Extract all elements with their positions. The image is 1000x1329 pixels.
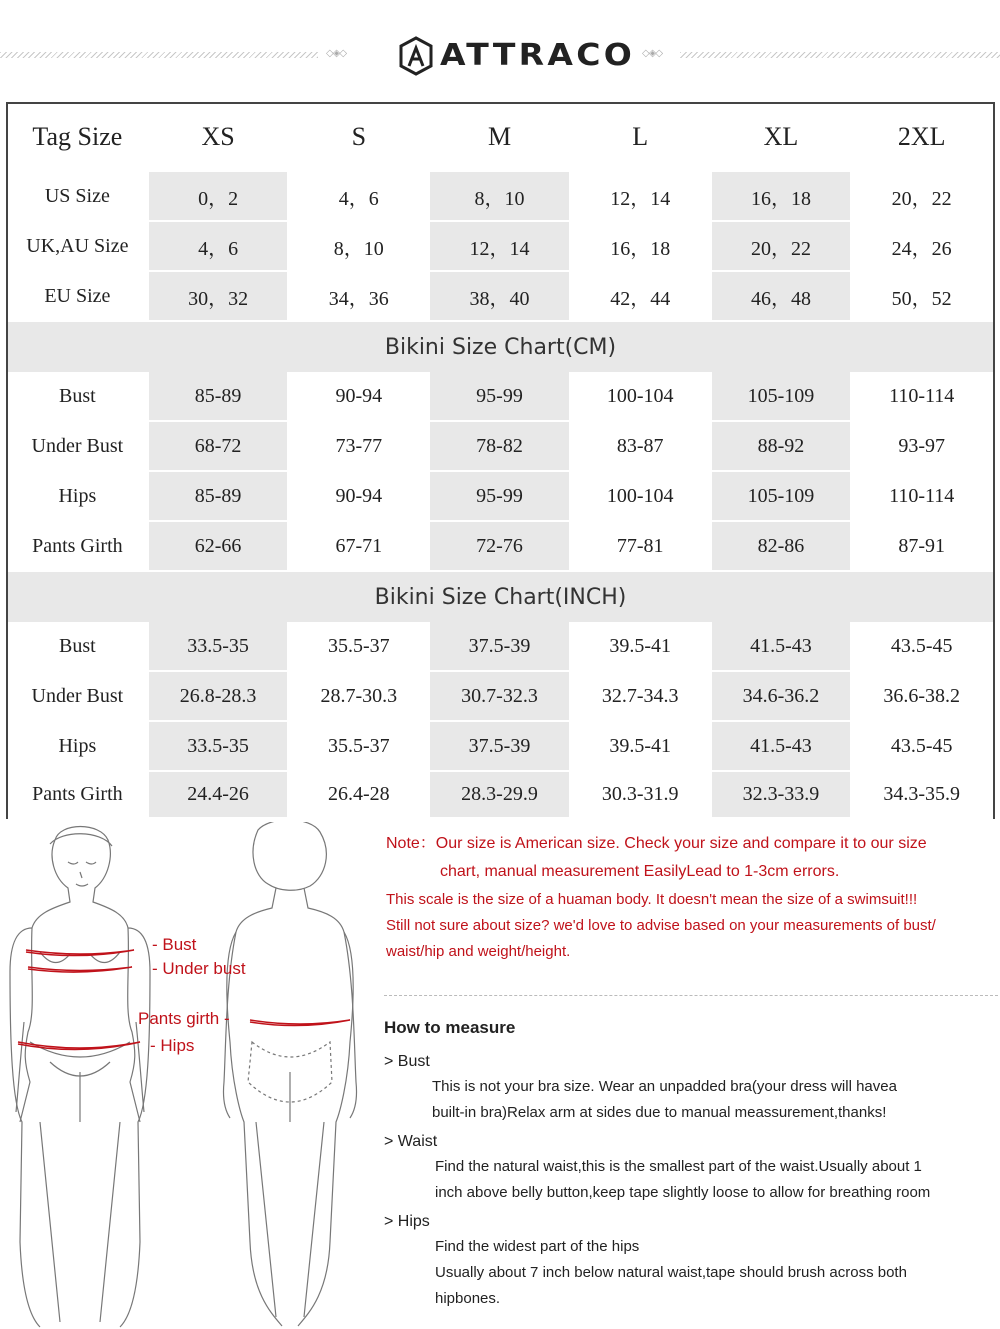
size-chart-table — [6, 102, 995, 819]
logo-mark-icon — [398, 36, 434, 76]
table-cell: 88-92 — [712, 422, 853, 472]
note-sub-line-2: Still not sure about size? we'd love to advise based on your measurements of bust/ — [386, 917, 936, 934]
body-measurement-illustration — [0, 822, 380, 1329]
table-cell: 24.4-26 — [149, 772, 290, 819]
header-m: M — [430, 104, 571, 172]
step-waist-title: > Waist — [384, 1133, 438, 1150]
table-cell: 95-99 — [430, 472, 571, 522]
step-hips-line: hipbones. — [435, 1290, 501, 1307]
table-cell: 34.6-36.2 — [712, 672, 853, 722]
bust-label: - Bust — [152, 935, 197, 954]
table-cell: 72-76 — [430, 522, 571, 572]
table-cell: 26.8-28.3 — [149, 672, 290, 722]
table-cell: 93-97 — [852, 422, 993, 472]
table-cell: 37.5-39 — [430, 722, 571, 772]
table-cell: 26.4-28 — [289, 772, 430, 819]
table-cell: 85-89 — [149, 372, 290, 422]
table-cell: 90-94 — [289, 472, 430, 522]
note-main-line-2: chart, manual measurement EasilyLead to 1-3cm errors. — [440, 863, 840, 880]
table-cell: 37.5-39 — [430, 622, 571, 672]
table-row — [8, 372, 993, 422]
table-cell: 39.5-41 — [571, 622, 712, 672]
body-outline-icon — [0, 822, 380, 1329]
hips-line — [18, 1042, 140, 1050]
table-cell: 35.5-37 — [289, 622, 430, 672]
pants-girth-label: Pants girth - — [138, 1009, 230, 1028]
row-label: Under Bust — [8, 422, 149, 472]
row-label: EU Size — [8, 272, 149, 322]
table-cell: 32.3-33.9 — [712, 772, 853, 819]
table-cell: 0，2 — [149, 172, 290, 222]
inch-section-title: Bikini Size Chart(INCH) — [8, 572, 993, 622]
table-cell: 8，10 — [289, 222, 430, 272]
how-to-measure — [384, 1018, 998, 1312]
table-cell: 42，44 — [571, 272, 712, 322]
table-cell: 41.5-43 — [712, 622, 853, 672]
table-row — [8, 422, 993, 472]
table-row — [8, 172, 993, 222]
table-cell: 38，40 — [430, 272, 571, 322]
table-cell: 83-87 — [571, 422, 712, 472]
table-cell: 30.3-31.9 — [571, 772, 712, 819]
header-xl: XL — [712, 104, 853, 172]
cm-section-title: Bikini Size Chart(CM) — [8, 322, 993, 372]
step-bust-title: > Bust — [384, 1053, 430, 1070]
pants-girth-line — [250, 1020, 350, 1026]
table-row — [8, 622, 993, 672]
header-tag-size: Tag Size — [8, 104, 149, 172]
table-cell: 110-114 — [852, 472, 993, 522]
note-sub-line-1: This scale is the size of a huaman body. It doesn't mean the size of a swimsuit!!! — [386, 891, 918, 908]
table-cell: 77-81 — [571, 522, 712, 572]
table-cell: 62-66 — [149, 522, 290, 572]
table-cell: 39.5-41 — [571, 722, 712, 772]
table-cell: 105-109 — [712, 472, 853, 522]
table-cell: 4，6 — [149, 222, 290, 272]
table-cell: 24，26 — [852, 222, 993, 272]
hatch-right — [680, 52, 1000, 58]
step-hips-line: Usually about 7 inch below natural waist,tape should brush across both — [435, 1264, 907, 1281]
divider — [384, 995, 998, 996]
table-cell: 73-77 — [289, 422, 430, 472]
table-row — [8, 722, 993, 772]
row-label: Bust — [8, 372, 149, 422]
step-bust-line: built-in bra)Relax arm at sides due to manual meassurement,thanks! — [432, 1104, 887, 1121]
table-cell: 34，36 — [289, 272, 430, 322]
table-cell: 20，22 — [852, 172, 993, 222]
header-xs: XS — [149, 104, 290, 172]
table-row — [8, 672, 993, 722]
step-hips-line: Find the widest part of the hips — [435, 1238, 640, 1255]
table-cell: 41.5-43 — [712, 722, 853, 772]
table-cell: 78-82 — [430, 422, 571, 472]
row-label: UK,AU Size — [8, 222, 149, 272]
table-cell: 100-104 — [571, 472, 712, 522]
header-2xl: 2XL — [852, 104, 993, 172]
brand-header — [0, 0, 1000, 100]
row-label: Hips — [8, 722, 149, 772]
table-cell: 34.3-35.9 — [852, 772, 993, 819]
table-row — [8, 272, 993, 322]
table-row — [8, 772, 993, 819]
table-cell: 95-99 — [430, 372, 571, 422]
table-cell: 46，48 — [712, 272, 853, 322]
table-cell: 30，32 — [149, 272, 290, 322]
table-cell: 87-91 — [852, 522, 993, 572]
table-cell: 33.5-35 — [149, 722, 290, 772]
table-cell: 110-114 — [852, 372, 993, 422]
brand-logo — [398, 36, 636, 76]
table-cell: 28.7-30.3 — [289, 672, 430, 722]
table-row — [8, 472, 993, 522]
under-bust-line — [28, 967, 132, 972]
brand-name: ATTRACO — [440, 38, 636, 73]
table-cell: 105-109 — [712, 372, 853, 422]
step-hips-title: > Hips — [384, 1213, 430, 1230]
table-cell: 90-94 — [289, 372, 430, 422]
table-cell: 33.5-35 — [149, 622, 290, 672]
table-cell: 67-71 — [289, 522, 430, 572]
row-label: Pants Girth — [8, 522, 149, 572]
table-cell: 35.5-37 — [289, 722, 430, 772]
table-cell: 12，14 — [430, 222, 571, 272]
table-cell: 100-104 — [571, 372, 712, 422]
table-row — [8, 522, 993, 572]
table-cell: 8，10 — [430, 172, 571, 222]
table-cell: 12，14 — [571, 172, 712, 222]
row-label: Under Bust — [8, 672, 149, 722]
step-waist-line: Find the natural waist,this is the smallest part of the waist.Usually about 1 — [435, 1158, 922, 1175]
table-cell: 28.3-29.9 — [430, 772, 571, 819]
table-cell: 20，22 — [712, 222, 853, 272]
table-header-row — [8, 104, 993, 172]
hatch-left — [0, 52, 318, 58]
header-l: L — [571, 104, 712, 172]
step-bust-line: This is not your bra size. Wear an unpadded bra(your dress will havea — [432, 1078, 897, 1095]
table-cell: 16，18 — [571, 222, 712, 272]
table-cell: 85-89 — [149, 472, 290, 522]
how-to-measure-title: How to measure — [384, 1018, 516, 1037]
row-label: Pants Girth — [8, 772, 149, 819]
table-cell: 68-72 — [149, 422, 290, 472]
table-cell: 4，6 — [289, 172, 430, 222]
row-label: Bust — [8, 622, 149, 672]
table-cell: 30.7-32.3 — [430, 672, 571, 722]
note-main-line-1: Note：Our size is American size. Check your size and compare it to our size — [386, 835, 927, 852]
table-cell: 32.7-34.3 — [571, 672, 712, 722]
table-cell: 43.5-45 — [852, 722, 993, 772]
table-cell: 82-86 — [712, 522, 853, 572]
table-cell: 36.6-38.2 — [852, 672, 993, 722]
row-label: US Size — [8, 172, 149, 222]
table-cell: 16，18 — [712, 172, 853, 222]
step-waist-line: inch above belly button,keep tape slightly loose to allow for breathing room — [435, 1184, 931, 1201]
table-cell: 50，52 — [852, 272, 993, 322]
header-s: S — [289, 104, 430, 172]
note-sub-line-3: waist/hip and weight/height. — [386, 943, 571, 960]
diamond-ornament-right: ◇◈◇ — [642, 48, 663, 59]
table-row — [8, 222, 993, 272]
row-label: Hips — [8, 472, 149, 522]
diamond-ornament-left: ◇◈◇ — [326, 48, 347, 59]
table-cell: 43.5-45 — [852, 622, 993, 672]
hips-label: - Hips — [150, 1036, 195, 1055]
under-bust-label: - Under bust — [152, 959, 246, 978]
size-note — [386, 830, 1000, 964]
